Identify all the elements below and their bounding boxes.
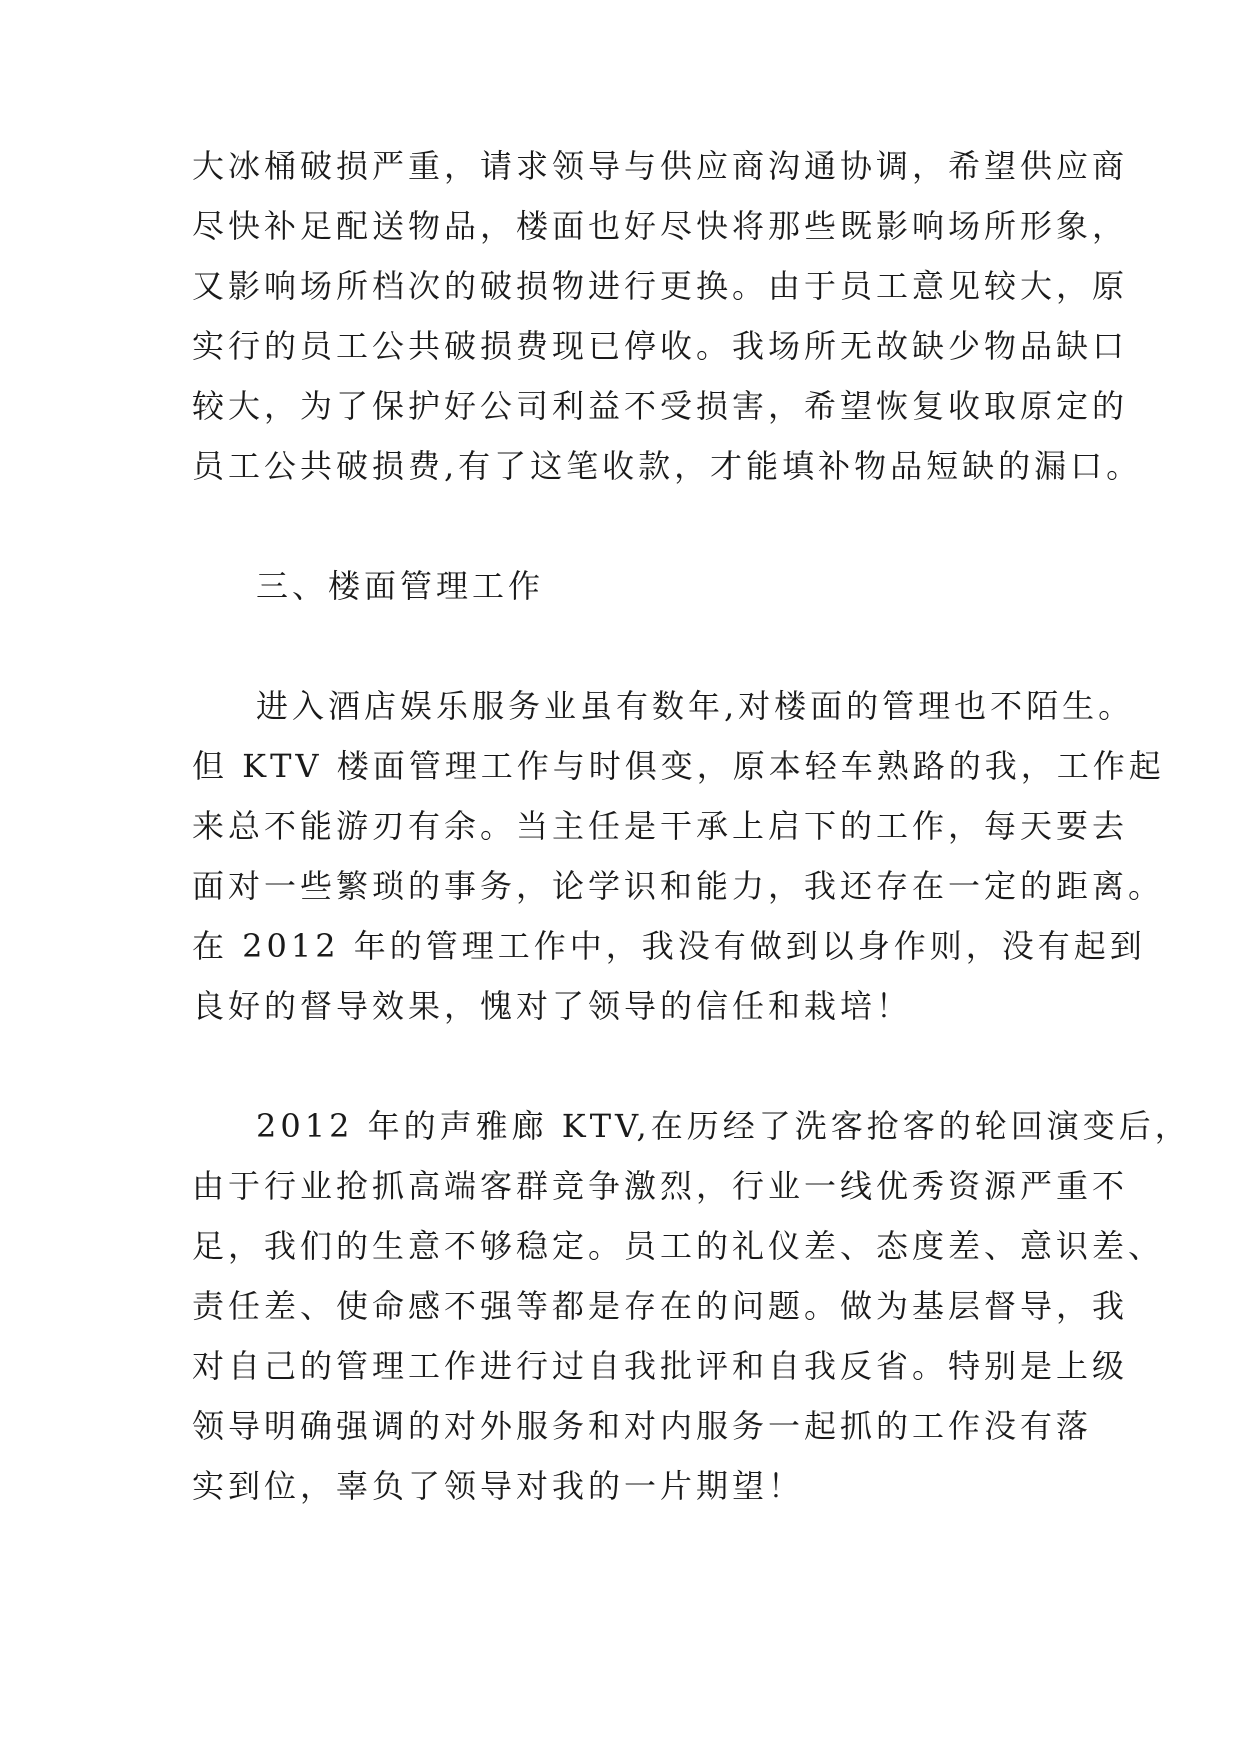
paragraph-3-line-3: 足，我们的生意不够稳定。员工的礼仪差、态度差、意识差、: [192, 1227, 1165, 1265]
paragraph-1-line-2: 尽快补足配送物品，楼面也好尽快将那些既影响场所形象，: [192, 207, 1129, 245]
paragraph-3-line-7: 实到位，辜负了领导对我的一片期望！: [192, 1467, 805, 1505]
paragraph-3-line-2: 由于行业抢抓高端客群竞争激烈，行业一线优秀资源严重不: [192, 1167, 1129, 1205]
paragraph-2-line-1: 进入酒店娱乐服务业虽有数年,对楼面的管理也不陌生。: [256, 687, 1135, 725]
paragraph-1-line-5: 较大，为了保护好公司利益不受损害，希望恢复收取原定的: [192, 387, 1129, 425]
paragraph-3-line-6: 领导明确强调的对外服务和对内服务一起抓的工作没有落: [192, 1407, 1093, 1445]
paragraph-3-line-1: 2012 年的声雅廊 KTV,在历经了洗客抢客的轮回演变后，: [256, 1107, 1191, 1145]
paragraph-1-line-1: 大冰桶破损严重，请求领导与供应商沟通协调，希望供应商: [192, 147, 1129, 185]
paragraph-1-line-3: 又影响场所档次的破损物进行更换。由于员工意见较大，原: [192, 267, 1129, 305]
paragraph-1-line-6: 员工公共破损费,有了这笔收款，才能填补物品短缺的漏口。: [192, 447, 1143, 485]
paragraph-2-line-6: 良好的督导效果，愧对了领导的信任和栽培！: [192, 987, 913, 1025]
paragraph-2-line-2: 但 KTV 楼面管理工作与时俱变，原本轻车熟路的我，工作起: [192, 747, 1165, 785]
paragraph-3-line-4: 责任差、使命感不强等都是存在的问题。做为基层督导，我: [192, 1287, 1129, 1325]
section-heading: 三、楼面管理工作: [256, 567, 545, 605]
paragraph-3-line-5: 对自己的管理工作进行过自我批评和自我反省。特别是上级: [192, 1347, 1129, 1385]
paragraph-2-line-4: 面对一些繁琐的事务，论学识和能力，我还存在一定的距离。: [192, 867, 1165, 905]
paragraph-1-line-4: 实行的员工公共破损费现已停收。我场所无故缺少物品缺口: [192, 327, 1129, 365]
paragraph-2-line-5: 在 2012 年的管理工作中，我没有做到以身作则，没有起到: [192, 927, 1146, 965]
paragraph-2-line-3: 来总不能游刃有余。当主任是干承上启下的工作，每天要去: [192, 807, 1129, 845]
